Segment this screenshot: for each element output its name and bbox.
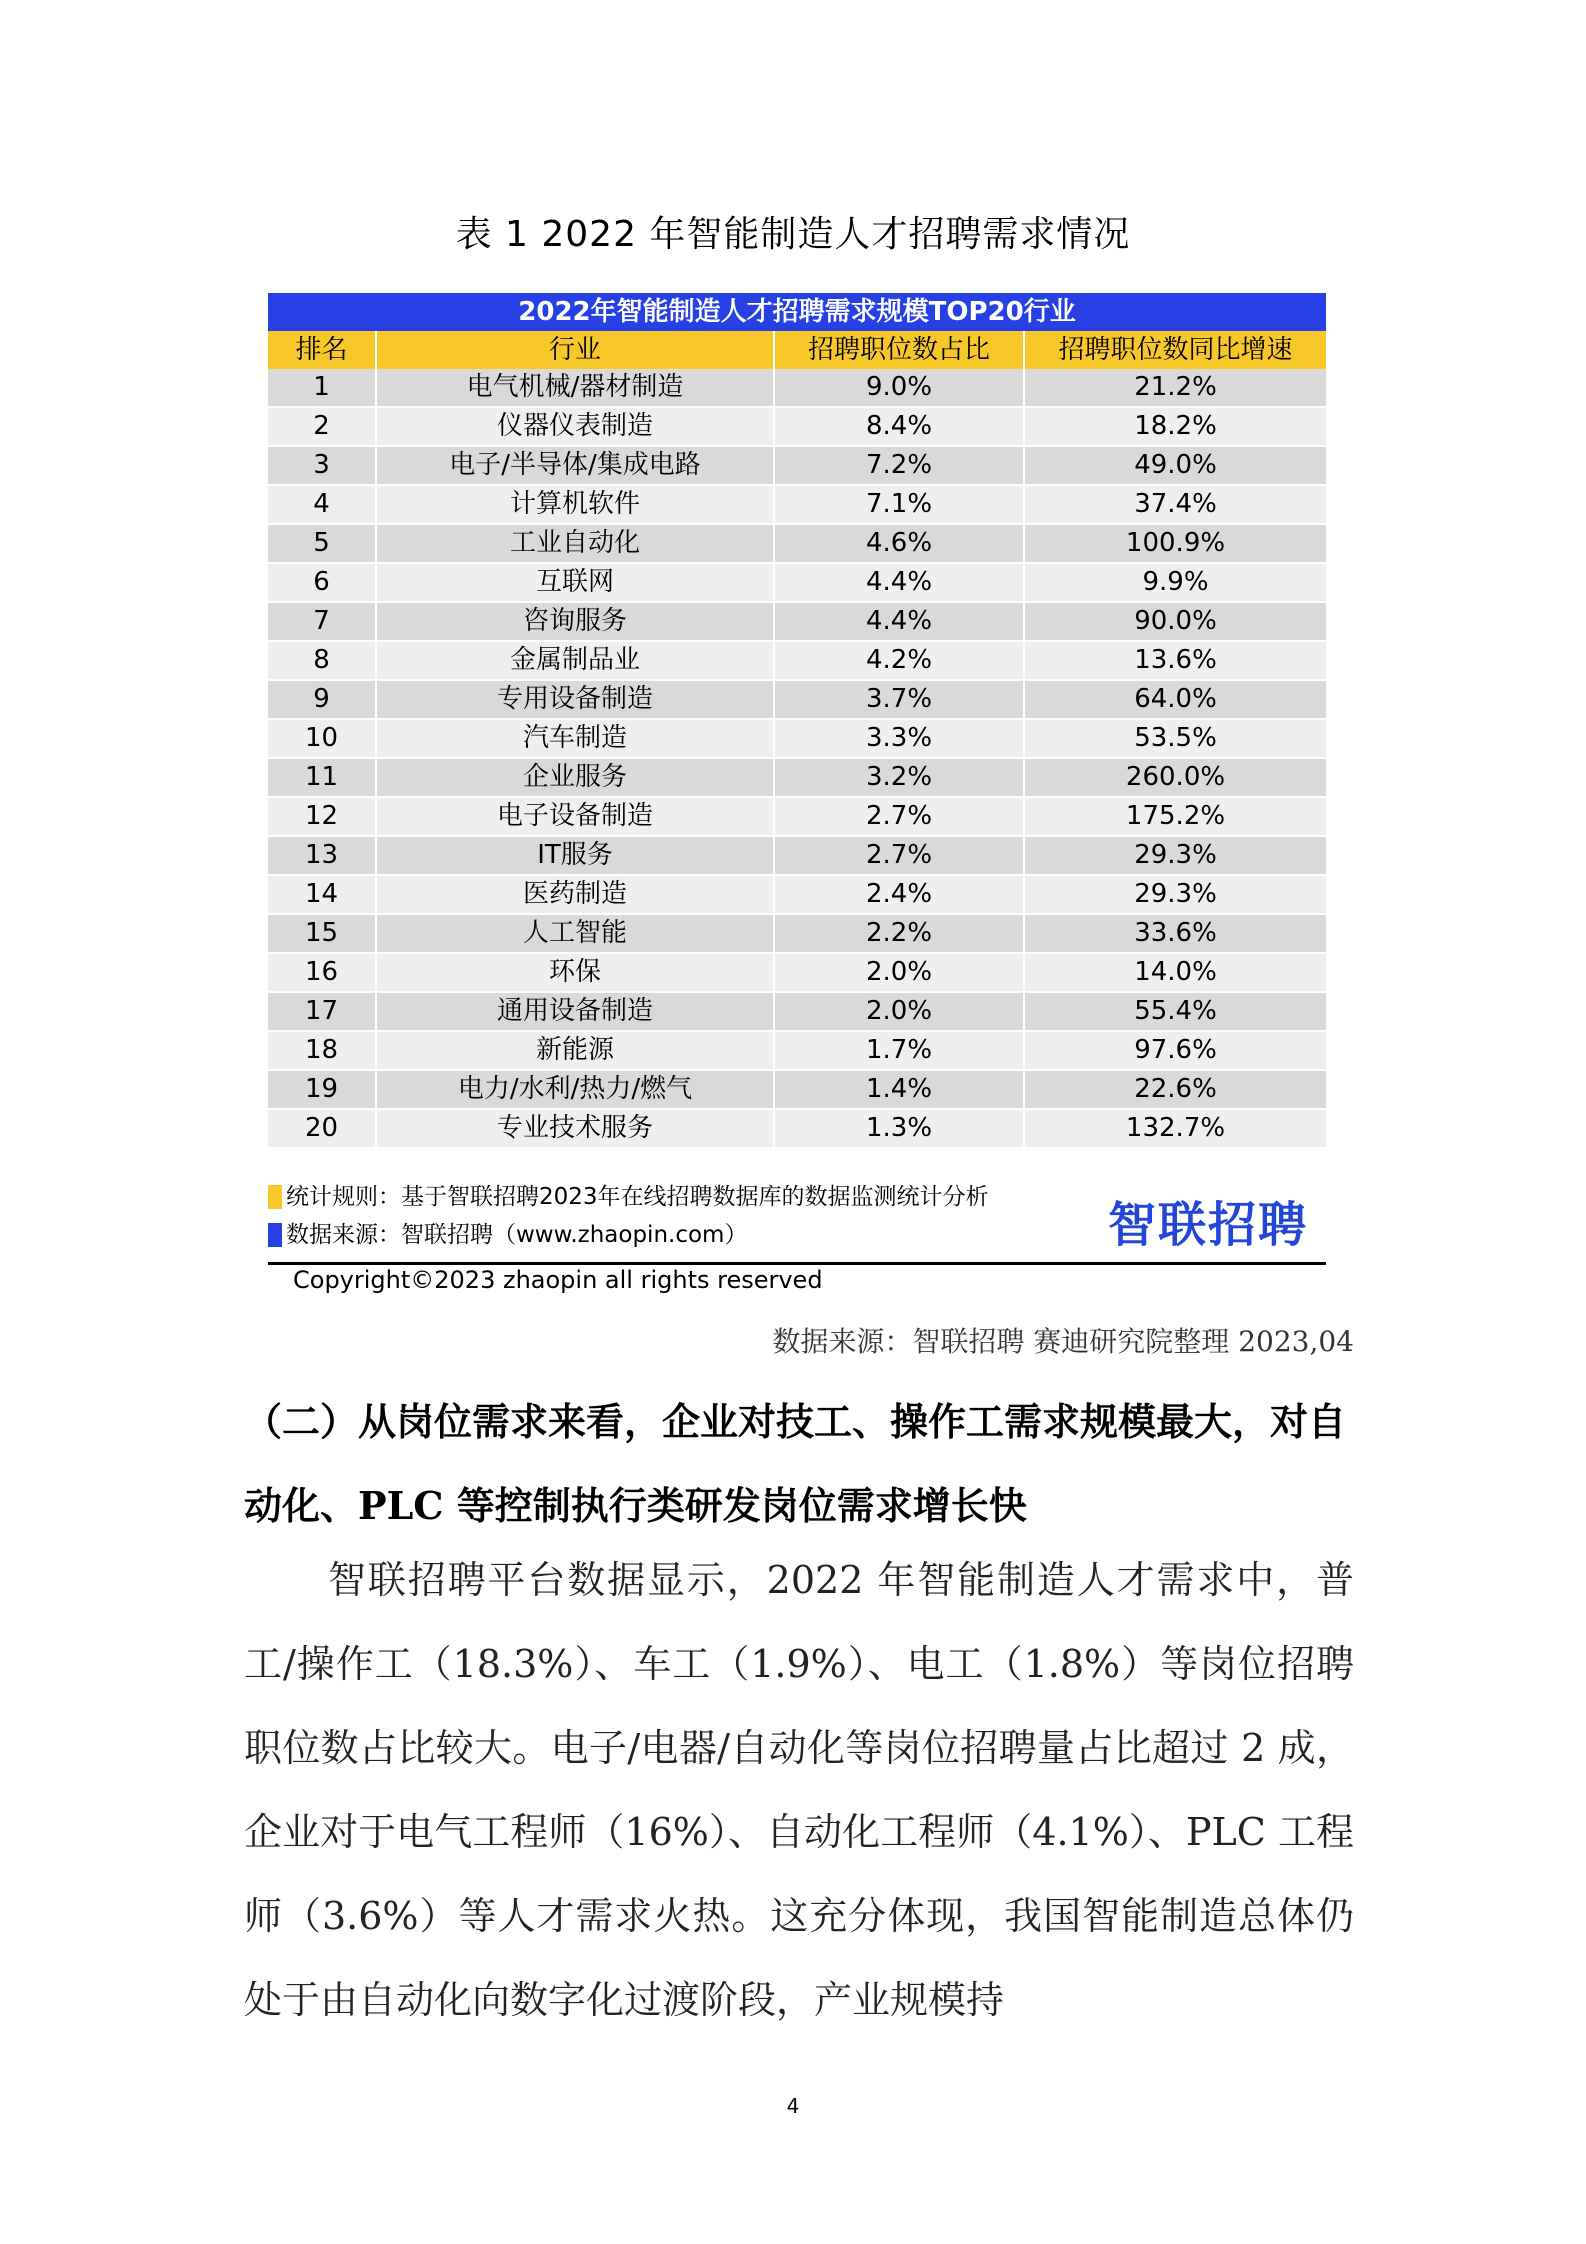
table-row [268, 836, 1326, 875]
data-source-line: 数据来源：智联招聘 赛迪研究院整理 2023,04 [772, 1325, 1354, 1358]
ranking-grid [268, 331, 1326, 1149]
industry-cell: 汽车制造 [376, 719, 774, 758]
industry-cell: 电气机械/器材制造 [376, 369, 774, 407]
rank-cell: 18 [268, 1031, 376, 1070]
growth-cell: 132.7% [1024, 1109, 1326, 1148]
growth-cell: 13.6% [1024, 641, 1326, 680]
rank-cell: 3 [268, 446, 376, 485]
share-cell: 7.1% [774, 485, 1024, 524]
industry-cell: 咨询服务 [376, 602, 774, 641]
growth-cell: 22.6% [1024, 1070, 1326, 1109]
share-cell: 7.2% [774, 446, 1024, 485]
rank-cell: 19 [268, 1070, 376, 1109]
table-row [268, 1070, 1326, 1109]
growth-cell: 260.0% [1024, 758, 1326, 797]
table-header-row [268, 331, 1326, 369]
industry-cell: 新能源 [376, 1031, 774, 1070]
rank-cell: 1 [268, 369, 376, 407]
share-cell: 9.0% [774, 369, 1024, 407]
table-body [268, 369, 1326, 1148]
industry-cell: 医药制造 [376, 875, 774, 914]
growth-cell: 64.0% [1024, 680, 1326, 719]
zhaopin-logo: 智联招聘 [1108, 1197, 1309, 1253]
rank-cell: 6 [268, 563, 376, 602]
rank-cell: 9 [268, 680, 376, 719]
industry-cell: 工业自动化 [376, 524, 774, 563]
blue-square-icon [268, 1223, 282, 1247]
table-row [268, 446, 1326, 485]
table-row [268, 641, 1326, 680]
growth-cell: 55.4% [1024, 992, 1326, 1031]
rank-cell: 12 [268, 797, 376, 836]
share-cell: 4.6% [774, 524, 1024, 563]
industry-cell: 专用设备制造 [376, 680, 774, 719]
growth-cell: 53.5% [1024, 719, 1326, 758]
industry-cell: 电子/半导体/集成电路 [376, 446, 774, 485]
share-cell: 1.7% [774, 1031, 1024, 1070]
copyright: Copyright©2023 zhaopin all rights reserved [293, 1266, 823, 1294]
rank-cell: 2 [268, 407, 376, 446]
industry-cell: 互联网 [376, 563, 774, 602]
share-cell: 2.0% [774, 992, 1024, 1031]
header-industry: 行业 [376, 331, 774, 369]
industry-cell: IT服务 [376, 836, 774, 875]
industry-cell: 人工智能 [376, 914, 774, 953]
share-cell: 1.4% [774, 1070, 1024, 1109]
share-cell: 2.2% [774, 914, 1024, 953]
share-cell: 3.2% [774, 758, 1024, 797]
share-cell: 2.7% [774, 797, 1024, 836]
table-row [268, 524, 1326, 563]
industry-cell: 电力/水利/热力/燃气 [376, 1070, 774, 1109]
industry-cell: 通用设备制造 [376, 992, 774, 1031]
note-source: 数据来源：智联招聘（www.zhaopin.com） [286, 1222, 748, 1248]
growth-cell: 37.4% [1024, 485, 1326, 524]
table-row [268, 953, 1326, 992]
rank-cell: 11 [268, 758, 376, 797]
growth-cell: 33.6% [1024, 914, 1326, 953]
table-row [268, 719, 1326, 758]
industry-cell: 计算机软件 [376, 485, 774, 524]
table-row [268, 1109, 1326, 1148]
rank-cell: 8 [268, 641, 376, 680]
table-row [268, 485, 1326, 524]
table-row [268, 680, 1326, 719]
table-row [268, 563, 1326, 602]
share-cell: 3.7% [774, 680, 1024, 719]
header-growth: 招聘职位数同比增速 [1024, 331, 1326, 369]
growth-cell: 14.0% [1024, 953, 1326, 992]
share-cell: 8.4% [774, 407, 1024, 446]
industry-cell: 电子设备制造 [376, 797, 774, 836]
rank-cell: 14 [268, 875, 376, 914]
rank-cell: 7 [268, 602, 376, 641]
growth-cell: 29.3% [1024, 836, 1326, 875]
share-cell: 2.7% [774, 836, 1024, 875]
table-caption: 表 1 2022 年智能制造人才招聘需求情况 [455, 214, 1131, 255]
table-row [268, 758, 1326, 797]
header-rank: 排名 [268, 331, 376, 369]
growth-cell: 29.3% [1024, 875, 1326, 914]
header-share: 招聘职位数占比 [774, 331, 1024, 369]
table-row [268, 602, 1326, 641]
growth-cell: 49.0% [1024, 446, 1326, 485]
share-cell: 2.0% [774, 953, 1024, 992]
table-row [268, 797, 1326, 836]
growth-cell: 100.9% [1024, 524, 1326, 563]
rank-cell: 20 [268, 1109, 376, 1148]
note-rule: 统计规则：基于智联招聘2023年在线招聘数据库的数据监测统计分析 [286, 1184, 989, 1210]
growth-cell: 9.9% [1024, 563, 1326, 602]
industry-cell: 专业技术服务 [376, 1109, 774, 1148]
table-row [268, 369, 1326, 407]
growth-cell: 21.2% [1024, 369, 1326, 407]
share-cell: 3.3% [774, 719, 1024, 758]
industry-cell: 金属制品业 [376, 641, 774, 680]
ranking-table [268, 293, 1326, 1149]
table-title: 2022年智能制造人才招聘需求规模TOP20行业 [268, 293, 1326, 331]
growth-cell: 18.2% [1024, 407, 1326, 446]
industry-cell: 企业服务 [376, 758, 774, 797]
table-row [268, 914, 1326, 953]
table-row [268, 992, 1326, 1031]
table-row [268, 1031, 1326, 1070]
share-cell: 2.4% [774, 875, 1024, 914]
share-cell: 1.3% [774, 1109, 1024, 1148]
rank-cell: 15 [268, 914, 376, 953]
page-number: 4 [786, 2094, 800, 2118]
industry-cell: 环保 [376, 953, 774, 992]
growth-cell: 97.6% [1024, 1031, 1326, 1070]
table-row [268, 875, 1326, 914]
table-row [268, 407, 1326, 446]
rank-cell: 16 [268, 953, 376, 992]
rank-cell: 10 [268, 719, 376, 758]
rank-cell: 4 [268, 485, 376, 524]
yellow-square-icon [268, 1185, 282, 1209]
share-cell: 4.4% [774, 602, 1024, 641]
growth-cell: 175.2% [1024, 797, 1326, 836]
notes-divider [268, 1262, 1326, 1265]
share-cell: 4.2% [774, 641, 1024, 680]
growth-cell: 90.0% [1024, 602, 1326, 641]
industry-cell: 仪器仪表制造 [376, 407, 774, 446]
body-paragraph: 智联招聘平台数据显示，2022 年智能制造人才需求中，普工/操作工（18.3%）、车工（1.9%）、电工（1.8%）等岗位招聘职位数占比较大。电子/电器/自动化等岗位招聘量占比超过 2 成，企业对于电气工程师（16%）、自动化工程师（4.1%）、PLC 工程师（3.6%）等人才需求火热。这充分体现，我国智能制造总体仍处于由自动化向数字化过渡阶段，产业规模持 [244, 1558, 1354, 2022]
share-cell: 4.4% [774, 563, 1024, 602]
rank-cell: 17 [268, 992, 376, 1031]
rank-cell: 5 [268, 524, 376, 563]
rank-cell: 13 [268, 836, 376, 875]
section-heading: （二）从岗位需求来看，企业对技工、操作工需求规模最大，对自动化、PLC 等控制执行类研发岗位需求增长快 [244, 1399, 1347, 1528]
